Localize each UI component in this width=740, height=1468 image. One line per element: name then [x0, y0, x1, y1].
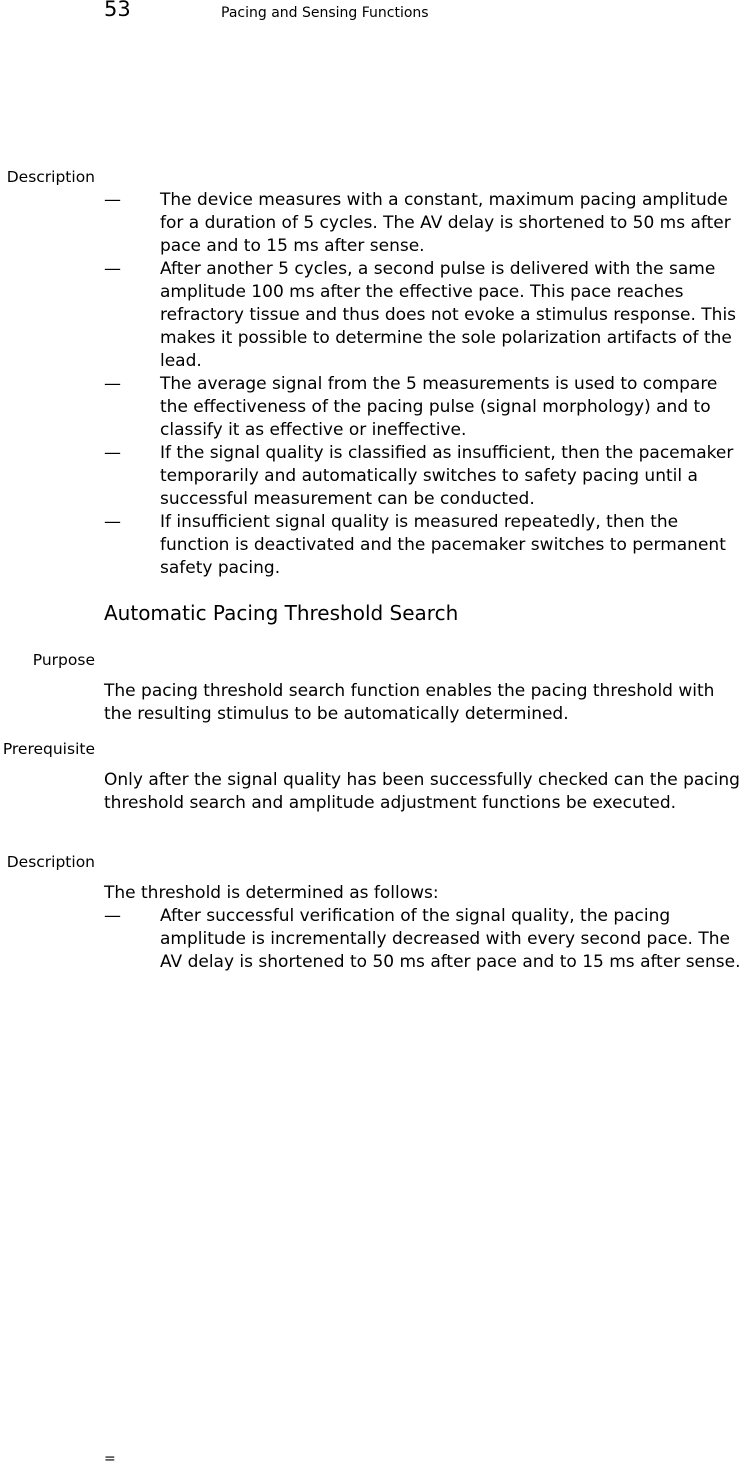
list-item [104, 189, 740, 258]
description-label-1: Description [6, 168, 95, 186]
list-item-text: The device measures with a constant, maximum pacing amplitude for a duration of 5 cycles. The AV delay is shortened to 50 ms after pace and to 15 ms after sense. [160, 190, 731, 256]
list-item-text: The average signal from the 5 measurements is used to compare the effectiveness of the pacing pulse (signal morphology) and to classify it as effective or ineffective. [160, 374, 718, 440]
threshold-steps [104, 905, 740, 974]
section-heading: Automatic Pacing Threshold Search [104, 601, 459, 625]
list-item [104, 258, 740, 373]
dash-marker: — [104, 374, 121, 394]
page-number: 53 [104, 0, 131, 21]
prerequisite-label: Prerequisite [2, 740, 95, 758]
dash-marker: — [104, 190, 121, 210]
list-item [104, 442, 740, 511]
dash-marker: — [104, 512, 121, 532]
prerequisite-text: Only after the signal quality has been successfully checked can the pacing threshold search and amplitude adjustment functions be executed. [104, 770, 740, 813]
list-item [104, 905, 740, 974]
dash-marker: — [104, 443, 121, 463]
list-item-text: If insufficient signal quality is measured repeatedly, then the function is deactivated and the pacemaker switches to permanent safety pacing. [160, 512, 726, 578]
description-label-2: Description [6, 853, 95, 871]
description-intro: The threshold is determined as follows: [104, 883, 439, 903]
list-item-text: After another 5 cycles, a second pulse is delivered with the same amplitude 100 ms after the effective pace. This pace reaches refractory tissue and thus does not evoke a stimulus response. This makes it possible to determine the sole polarization artifacts of the lead. [160, 259, 737, 371]
purpose-label: Purpose [32, 651, 95, 669]
signal-quality-steps [104, 189, 740, 580]
purpose-text: The pacing threshold search function enables the pacing threshold with the resulting stimulus to be automatically determined. [104, 681, 715, 724]
list-item-text: After successful verification of the signal quality, the pacing amplitude is incrementally decreased with every second pace. The AV delay is shortened to 50 ms after pace and to 15 ms after sense. [160, 906, 740, 972]
running-head: Pacing and Sensing Functions [221, 5, 429, 21]
footer-mark: = [104, 1451, 116, 1467]
dash-marker: — [104, 906, 121, 926]
dash-marker: — [104, 259, 121, 279]
list-item-text: If the signal quality is classified as insufficient, then the pacemaker temporarily and automatically switches to safety pacing until a successful measurement can be conducted. [160, 443, 734, 509]
list-item [104, 511, 740, 580]
list-item [104, 373, 740, 442]
